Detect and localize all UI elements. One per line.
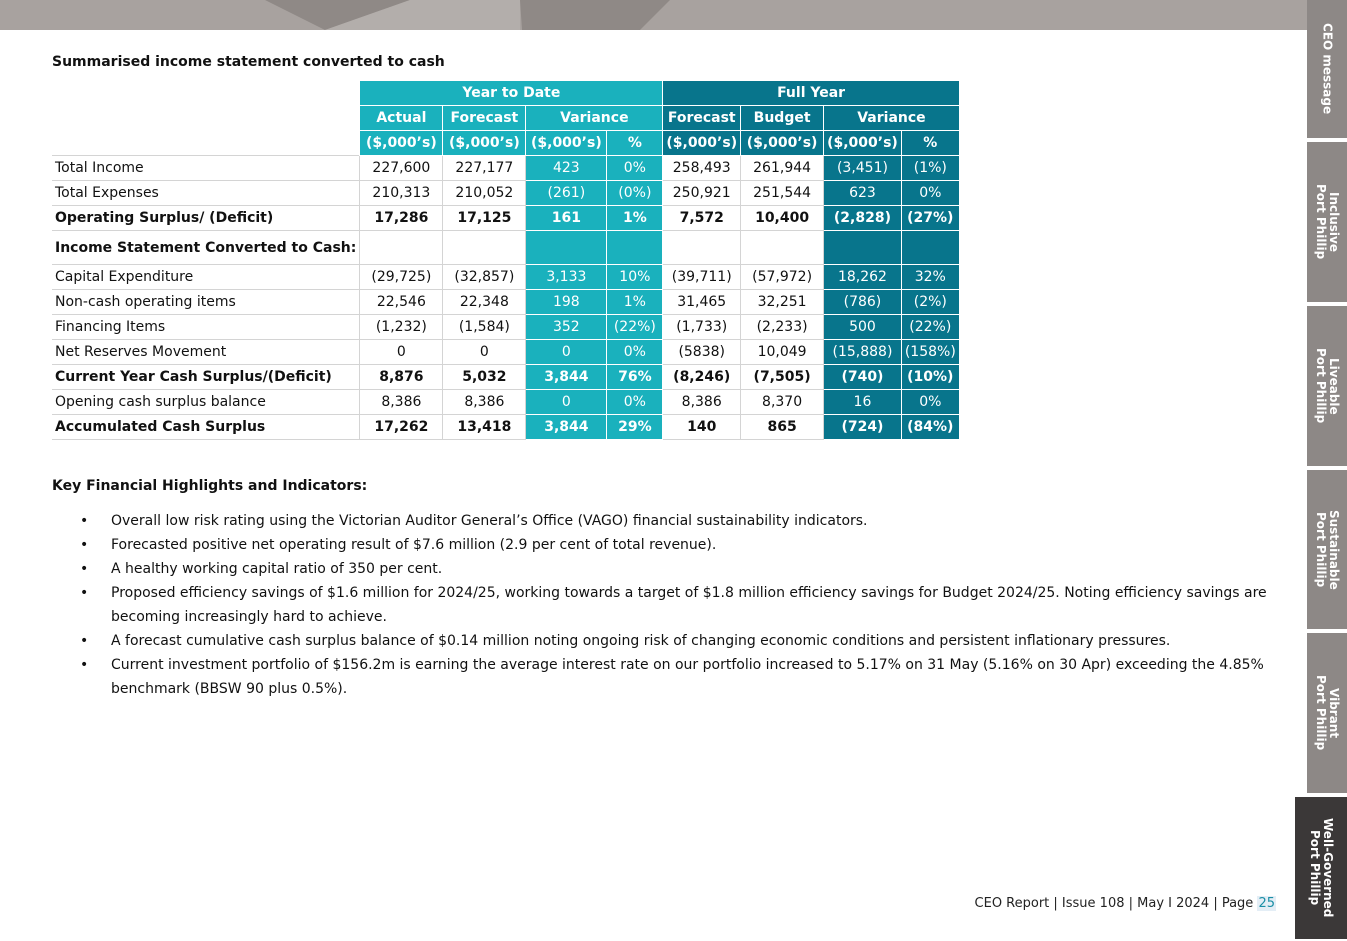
row-label: Net Reserves Movement: [52, 340, 360, 365]
table-cell: (1,232): [360, 315, 443, 340]
table-cell: 16: [824, 390, 902, 415]
col-header-actual: Actual: [360, 106, 443, 131]
table-cell: 31,465: [663, 290, 741, 315]
table-cell: 5,032: [443, 365, 526, 390]
table-cell: 210,313: [360, 181, 443, 206]
col-header-forecast: Forecast: [443, 106, 526, 131]
table-cell: (27%): [901, 206, 959, 231]
row-label: Financing Items: [52, 315, 360, 340]
top-decorative-band: [0, 0, 1310, 30]
table-row: [52, 390, 959, 415]
table-cell: (0%): [607, 181, 663, 206]
table-row: [52, 340, 959, 365]
table-cell: 352: [526, 315, 607, 340]
band-shapes-icon: [0, 0, 1310, 30]
row-label: Accumulated Cash Surplus: [52, 415, 360, 440]
table-cell: 3,133: [526, 265, 607, 290]
table-cell: 161: [526, 206, 607, 231]
table-cell: 227,600: [360, 156, 443, 181]
table-cell: 3,844: [526, 365, 607, 390]
table-cell: 22,348: [443, 290, 526, 315]
table-cell: 22,546: [360, 290, 443, 315]
table-cell: 500: [824, 315, 902, 340]
col-header-fy-variance: Variance: [824, 106, 960, 131]
table-cell: (724): [824, 415, 902, 440]
side-tab-4[interactable]: [1307, 633, 1347, 795]
side-tab-5[interactable]: [1295, 797, 1347, 941]
table-body-cash: [52, 265, 959, 440]
side-tab-label: CEO message: [1320, 23, 1335, 115]
list-item-text: Proposed efficiency savings of $1.6 million for 2024/25, working towards a target of $1.8 million efficiency savings for Budget 2024/25. Noting efficiency savings are becoming increasingly hard to achieve.: [111, 585, 1267, 625]
table-cell: 210,052: [443, 181, 526, 206]
table-cell: 0%: [607, 340, 663, 365]
table-cell: 8,386: [443, 390, 526, 415]
col-header-budget: Budget: [741, 106, 824, 131]
table-row: [52, 206, 959, 231]
unit-header: ($,000’s): [526, 131, 607, 156]
table-cell: 0%: [607, 156, 663, 181]
table-cell: (1,584): [443, 315, 526, 340]
row-label: Operating Surplus/ (Deficit): [52, 206, 360, 231]
bullet-icon: •: [80, 633, 89, 649]
table-cell: 13,418: [443, 415, 526, 440]
bullet-icon: •: [80, 513, 89, 529]
table-cell: (10%): [901, 365, 959, 390]
side-tab-label: Well-Governed Port Phillip: [1308, 818, 1335, 918]
table-cell: 0%: [901, 390, 959, 415]
side-tab-label: Vibrant Port Phillip: [1314, 675, 1341, 751]
table-cell: 8,370: [741, 390, 824, 415]
col-header-fy-forecast: Forecast: [663, 106, 741, 131]
list-item-text: Forecasted positive net operating result of $7.6 million (2.9 per cent of total revenue).: [111, 537, 717, 553]
table-row: [52, 365, 959, 390]
table-cell: (22%): [901, 315, 959, 340]
bullet-icon: •: [80, 561, 89, 577]
list-item: [80, 533, 1280, 557]
table-cell: 8,386: [663, 390, 741, 415]
table-row: [52, 315, 959, 340]
row-label: Total Expenses: [52, 181, 360, 206]
table-cell: 76%: [607, 365, 663, 390]
list-item-text: Overall low risk rating using the Victorian Auditor General’s Office (VAGO) financial sustainability indicators.: [111, 513, 868, 529]
table-cell: 0%: [901, 181, 959, 206]
table-cell: (158%): [901, 340, 959, 365]
unit-header: ($,000’s): [741, 131, 824, 156]
list-item-text: A forecast cumulative cash surplus balance of $0.14 million noting ongoing risk of changing economic conditions and persistent inflationary pressures.: [111, 633, 1171, 649]
row-label: Capital Expenditure: [52, 265, 360, 290]
table-cell: 251,544: [741, 181, 824, 206]
table-cell: (15,888): [824, 340, 902, 365]
table-cell: 18,262: [824, 265, 902, 290]
table-cell: 0: [360, 340, 443, 365]
table-cell: 10,049: [741, 340, 824, 365]
table-cell: (1,733): [663, 315, 741, 340]
unit-header: ($,000’s): [360, 131, 443, 156]
table-cell: (22%): [607, 315, 663, 340]
page-title: Summarised income statement converted to cash: [52, 54, 445, 70]
table-row: [52, 156, 959, 181]
pct-header: %: [901, 131, 959, 156]
table-cell: (5838): [663, 340, 741, 365]
table-cell: 0: [443, 340, 526, 365]
table-cell: 8,876: [360, 365, 443, 390]
table-cell: (39,711): [663, 265, 741, 290]
table-cell: 17,286: [360, 206, 443, 231]
table-cell: 261,944: [741, 156, 824, 181]
bullet-icon: •: [80, 657, 89, 673]
row-label: Current Year Cash Surplus/(Deficit): [52, 365, 360, 390]
unit-header: ($,000’s): [663, 131, 741, 156]
table-cell: 17,262: [360, 415, 443, 440]
row-label: Non-cash operating items: [52, 290, 360, 315]
table-cell: 1%: [607, 290, 663, 315]
highlights-title: Key Financial Highlights and Indicators:: [52, 478, 368, 494]
list-item: [80, 629, 1280, 653]
ytd-group-header: Year to Date: [360, 81, 663, 106]
table-cell: (2,828): [824, 206, 902, 231]
footer-text: CEO Report | Issue 108 | May I 2024 | Page: [974, 896, 1258, 911]
table-cell: 1%: [607, 206, 663, 231]
side-tab-label: Liveable Port Phillip: [1314, 348, 1341, 424]
list-item-text: A healthy working capital ratio of 350 per cent.: [111, 561, 443, 577]
bullet-icon: •: [80, 537, 89, 553]
list-item: [80, 581, 1280, 629]
table-cell: 32,251: [741, 290, 824, 315]
table-cell: 227,177: [443, 156, 526, 181]
table-cell: (3,451): [824, 156, 902, 181]
table-cell: (29,725): [360, 265, 443, 290]
row-label: Opening cash surplus balance: [52, 390, 360, 415]
table-cell: 0: [526, 390, 607, 415]
bullet-icon: •: [80, 585, 89, 601]
table-cell: 0: [526, 340, 607, 365]
table-body-operating: [52, 156, 959, 231]
side-tab-0[interactable]: [1307, 0, 1347, 140]
table-row: [52, 181, 959, 206]
side-tab-1[interactable]: [1307, 142, 1347, 304]
unit-header: ($,000’s): [824, 131, 902, 156]
table-cell: (57,972): [741, 265, 824, 290]
table-cell: (32,857): [443, 265, 526, 290]
table-cell: (2,233): [741, 315, 824, 340]
list-item: [80, 509, 1280, 533]
table-cell: 10%: [607, 265, 663, 290]
table-cell: 17,125: [443, 206, 526, 231]
col-header-ytd-variance: Variance: [526, 106, 663, 131]
side-tab-label: Inclusive Port Phillip: [1314, 184, 1341, 260]
side-tab-2[interactable]: [1307, 306, 1347, 468]
unit-header: ($,000’s): [443, 131, 526, 156]
highlights-list: [80, 509, 1280, 701]
fy-group-header: Full Year: [663, 81, 959, 106]
table-cell: 0%: [607, 390, 663, 415]
table-cell: 250,921: [663, 181, 741, 206]
side-tab-3[interactable]: [1307, 470, 1347, 631]
table-cell: (740): [824, 365, 902, 390]
table-cell: (1%): [901, 156, 959, 181]
page-footer: [975, 896, 1276, 911]
table-cell: 423: [526, 156, 607, 181]
section-label: Income Statement Converted to Cash:: [52, 231, 360, 265]
page-number: 25: [1258, 896, 1275, 911]
pct-header: %: [607, 131, 663, 156]
list-item: [80, 557, 1280, 581]
table-cell: 10,400: [741, 206, 824, 231]
table-cell: (7,505): [741, 365, 824, 390]
side-tab-label: Sustainable Port Phillip: [1314, 509, 1341, 590]
table-cell: (84%): [901, 415, 959, 440]
income-statement-table: [52, 80, 960, 440]
table-cell: 3,844: [526, 415, 607, 440]
table-cell: 32%: [901, 265, 959, 290]
table-cell: (2%): [901, 290, 959, 315]
table-cell: 29%: [607, 415, 663, 440]
table-cell: 7,572: [663, 206, 741, 231]
table-cell: (261): [526, 181, 607, 206]
row-label: Total Income: [52, 156, 360, 181]
table-row: [52, 290, 959, 315]
table-cell: 865: [741, 415, 824, 440]
table-cell: 623: [824, 181, 902, 206]
table-cell: (786): [824, 290, 902, 315]
side-navigation: [1307, 0, 1347, 941]
table-cell: 8,386: [360, 390, 443, 415]
table-cell: 198: [526, 290, 607, 315]
table-cell: 258,493: [663, 156, 741, 181]
table-cell: (8,246): [663, 365, 741, 390]
list-item-text: Current investment portfolio of $156.2m is earning the average interest rate on our portfolio increased to 5.17% on 31 May (5.16% on 30 Apr) exceeding the 4.85% benchmark (BBSW 90 plus 0.5%).: [111, 657, 1264, 697]
list-item: [80, 653, 1280, 701]
table-row: [52, 415, 959, 440]
table-row: [52, 265, 959, 290]
table-cell: 140: [663, 415, 741, 440]
